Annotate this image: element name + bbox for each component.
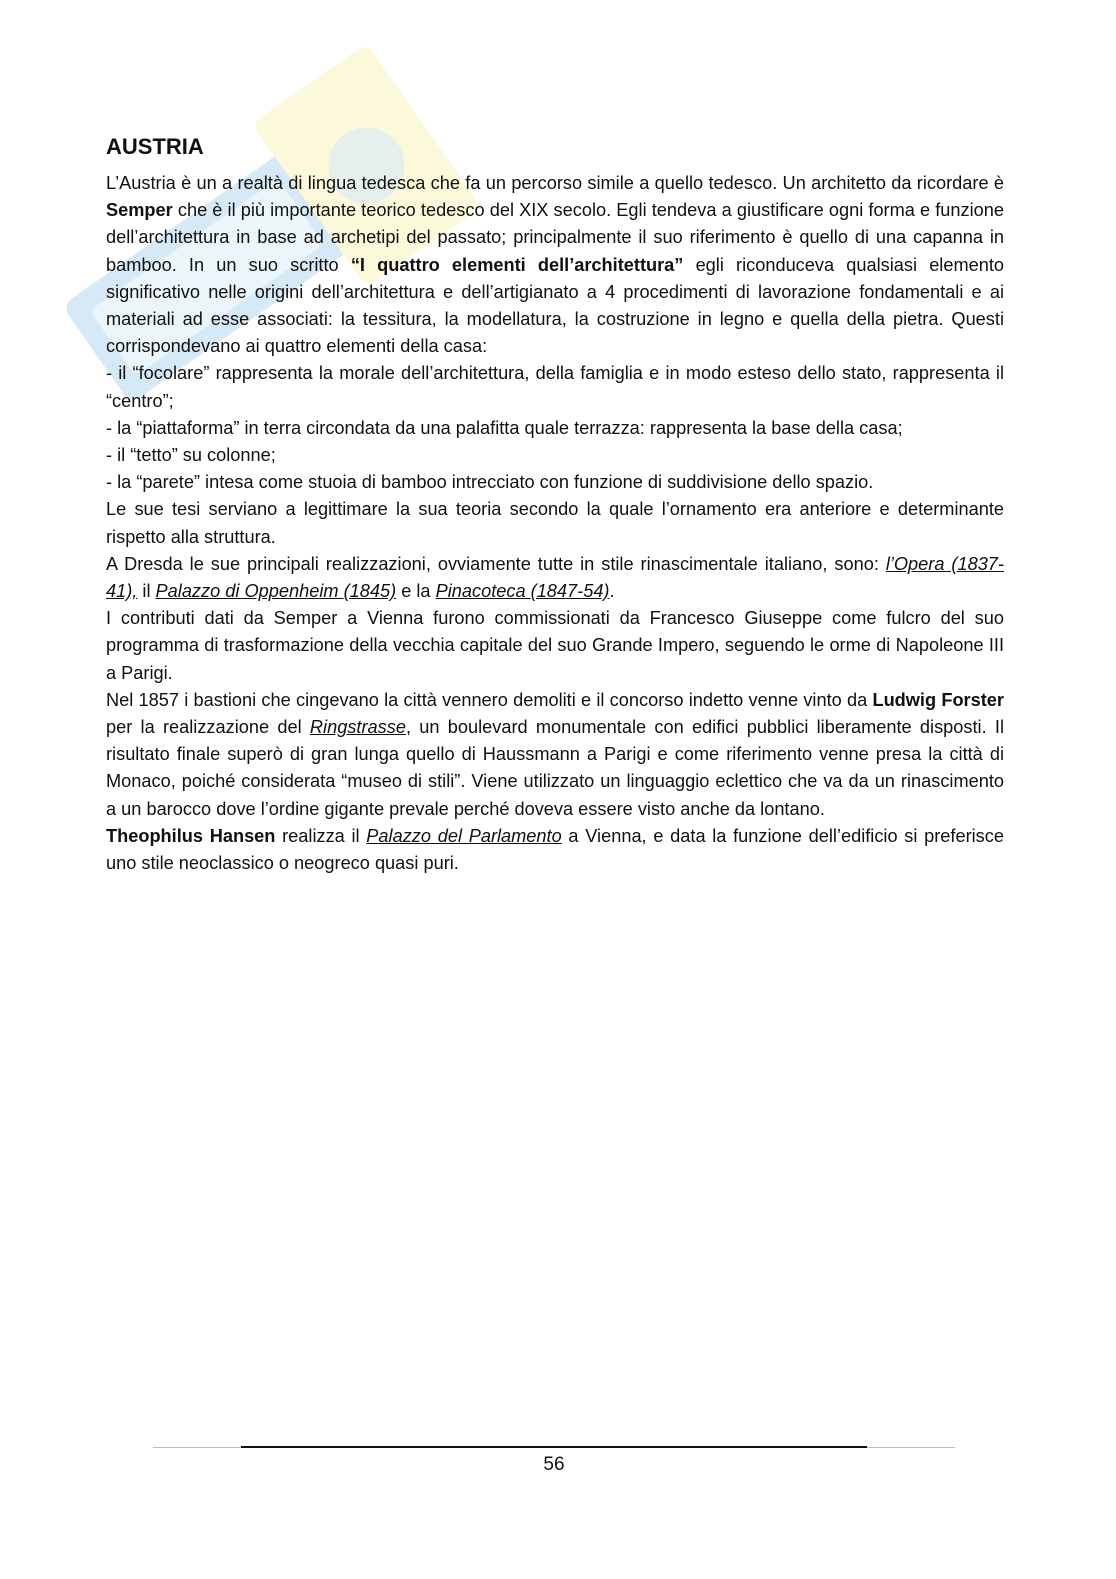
paragraph-vienna — [106, 605, 1004, 687]
name-theophilus-hansen: Theophilus Hansen — [106, 825, 276, 846]
text-span: - la “piattaforma” in terra circondata da una palafitta quale terrazza: rappresenta la base della casa; — [106, 417, 903, 438]
text-span: Le sue tesi serviano a legittimare la sua teoria secondo la quale l’ornamento era anteriore e determinante rispetto alla struttura. — [106, 499, 1004, 547]
text-span: per la realizzazione del — [106, 717, 310, 738]
list-item-piattaforma — [106, 415, 1004, 442]
text-span: - la “parete” intesa come stuoia di bamboo intrecciato con funzione di suddivisione dello spazio. — [106, 472, 874, 493]
name-semper: Semper — [106, 200, 173, 221]
paragraph-dresda — [106, 551, 1004, 605]
text-span: - il “tetto” su colonne; — [106, 445, 276, 466]
work-palazzo-oppenheim: Palazzo di Oppenheim (1845) — [155, 581, 397, 602]
text-span: L’Austria è un a realtà di lingua tedesca che fa un percorso simile a quello tedesco. Un architetto da ricordare è — [106, 173, 1004, 193]
text-span: . — [609, 581, 615, 602]
text-span: il — [137, 581, 156, 602]
section-heading: AUSTRIA — [106, 134, 204, 159]
list-item-focolare — [106, 360, 1004, 414]
name-ludwig-forster: Ludwig Forster — [872, 689, 1004, 710]
work-ringstrasse: Ringstrasse — [309, 717, 406, 738]
text-span: - il “focolare” rappresenta la morale dell’architettura, della famiglia e in modo esteso dello stato, rappresenta il “centro”; — [106, 363, 1004, 411]
text-span: Nel 1857 i bastioni che cingevano la città vennero demoliti e il concorso indetto venne vinto da — [106, 689, 873, 710]
text-span: e la — [396, 581, 436, 602]
book-title: “I quattro elementi dell’architettura” — [350, 254, 684, 275]
list-item-parete — [106, 469, 1004, 496]
work-opera: l’Opera (1837-41), — [106, 553, 1004, 602]
text-span: , un boulevard monumentale con edifici pubblici liberamente disposti. Il risultato finale superò di gran lunga quello di Haussmann a Parigi e come riferimento venne presa la città di Monaco, poiché considerata “museo di stili”. Viene utilizzato un linguaggio eclettico che va da un rinascimento a un barocco dove l’ordine gigante prevale perché doveva essere visto anche da lontano. — [106, 717, 1005, 819]
text-span: realizza il — [275, 825, 367, 846]
paragraph-ringstrasse — [106, 687, 1004, 823]
page-number: 56 — [543, 1454, 565, 1475]
text-span: egli riconduceva qualsiasi elemento significativo nelle origini dell’architettura e dell’artigianato a 4 procedimenti di lavorazione fondamentali e ai materiali ad esse associati: la tessitura, la modellatura, la costruzione in legno e quella della pietra. Questi corrispondevano ai quattro elementi della casa: — [106, 254, 1005, 357]
text-span: A Dresda le sue principali realizzazioni, ovviamente tutte in stile rinascimentale italiano, sono: — [106, 553, 886, 574]
text-span: a Vienna, e data la funzione dell’edificio si preferisce uno stile neoclassico o neogreco quasi puri. — [106, 825, 1004, 874]
paragraph-tesi — [106, 496, 1004, 550]
paragraph-semper-intro — [106, 170, 1004, 360]
text-span: che è il più importante teorico tedesco del XIX secolo. Egli tendeva a giustificare ogni forma e funzione dell’architettura in base ad archetipi del passato; principalmente il suo riferimento è quello di una capanna in bamboo. In un suo scritto — [106, 200, 1004, 275]
work-palazzo-parlamento: Palazzo del Parlamento — [366, 825, 562, 846]
work-pinacoteca: Pinacoteca (1847-54) — [435, 581, 610, 602]
paragraph-hansen — [106, 823, 1004, 877]
document-body — [106, 130, 1004, 877]
footer-divider-bold — [241, 1446, 867, 1448]
text-span: I contributi dati da Semper a Vienna furono commissionati da Francesco Giuseppe come fulcro del suo programma di trasformazione della vecchia capitale del suo Grande Impero, seguendo le orme di Napoleone III a Parigi. — [106, 608, 1004, 683]
list-item-tetto — [106, 442, 1004, 469]
